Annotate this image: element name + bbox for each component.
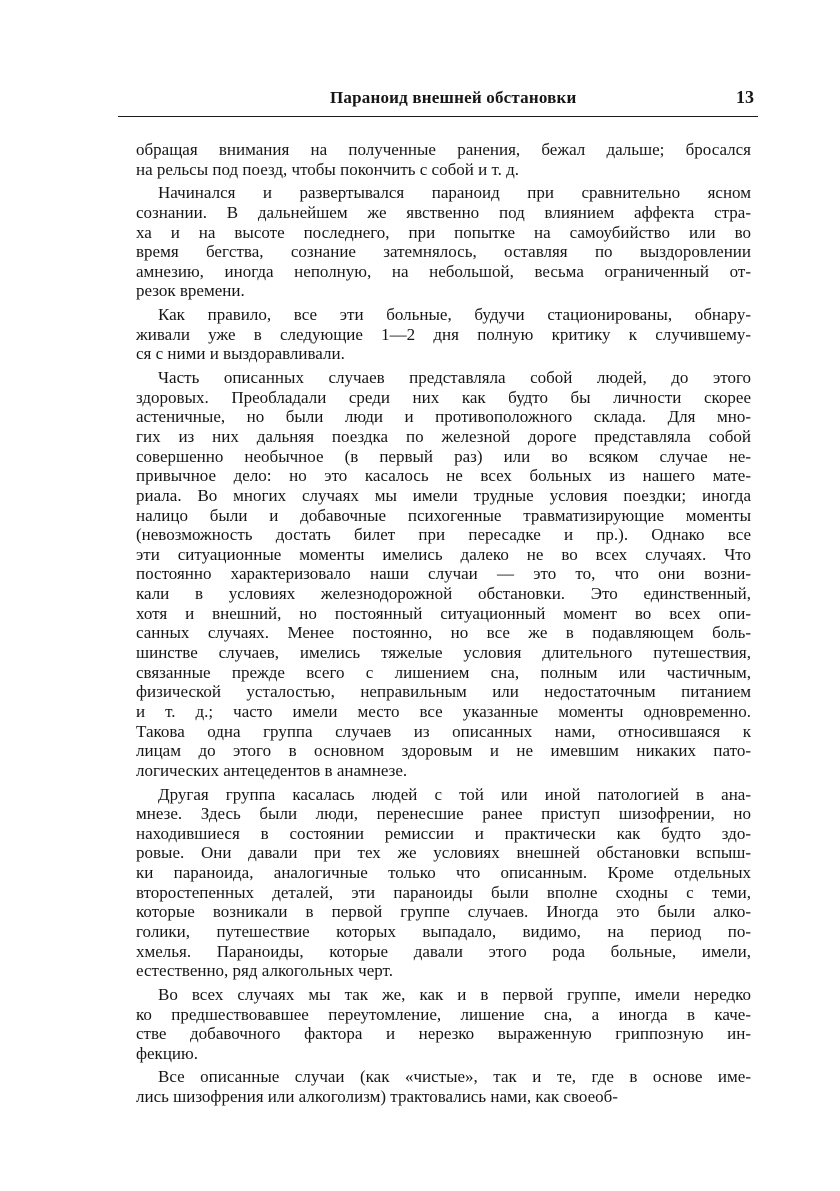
text-line: Во всех случаях мы так же, как и в первой группе, имели нередко xyxy=(158,984,751,1004)
text-line: ха и на высоте последнего, при попытке на самоубийство или во xyxy=(136,222,751,242)
text-line: постоянно характеризовало наши случаи — это то, что они возни- xyxy=(136,564,751,584)
text-line: хмелья. Параноиды, которые давали этого рода больные, имели, xyxy=(136,941,751,961)
text-line: Как правило, все эти больные, будучи стационированы, обнару- xyxy=(158,305,751,325)
paragraph xyxy=(136,785,751,981)
text-line: лицам до этого в основном здоровым и не имевшим никаких пато- xyxy=(136,741,751,761)
text-line: хотя и внешний, но постоянный ситуационный момент во всех опи- xyxy=(136,603,751,623)
text-line: налицо были и добавочные психогенные травматизирующие моменты xyxy=(136,505,751,525)
text-line: время бегства, сознание затемнялось, оставляя по выздоровлении xyxy=(136,242,751,262)
text-line: ся с ними и выздоравливали. xyxy=(136,344,345,364)
text-line: Другая группа касалась людей с той или иной патологией в ана- xyxy=(158,784,751,804)
paragraph xyxy=(136,183,751,301)
text-line: кали в условиях железнодорожной обстановки. Это единственный, xyxy=(136,584,751,604)
text-line: мнезе. Здесь были люди, перенесшие ранее приступ шизофрении, но xyxy=(136,804,751,824)
text-line: гих из них дальняя поездка по железной дороге представляла собой xyxy=(136,426,751,446)
text-line: стве добавочного фактора и нерезко выраженную гриппозную ин- xyxy=(136,1024,751,1044)
text-line: ровые. Они давали при тех же условиях внешней обстановки вспыш- xyxy=(136,843,751,863)
text-line: ко предшествовавшее переутомление, лишение сна, а иногда в каче- xyxy=(136,1004,751,1024)
text-line: которые возникали в первой группе случаев. Иногда это были алко- xyxy=(136,902,751,922)
text-line: (невозможность достать билет при пересадке и пр.). Однако все xyxy=(136,525,751,545)
text-line: находившиеся в состоянии ремиссии и практически как будто здо- xyxy=(136,823,751,843)
text-line: логических антецедентов в анамнезе. xyxy=(136,760,408,780)
text-line: фекцию. xyxy=(136,1043,198,1063)
text-line: сознании. В дальнейшем же явственно под влиянием аффекта стра- xyxy=(136,202,751,222)
text-line: и т. д.; часто имели место все указанные моменты одновременно. xyxy=(136,701,751,721)
text-line: связанные прежде всего с лишением сна, полным или частичным, xyxy=(136,662,751,682)
paragraph xyxy=(136,368,751,780)
text-line: совершенно необычное (в первый раз) или во всяком случае не- xyxy=(136,446,751,466)
text-line: резок времени. xyxy=(136,281,245,301)
paragraph xyxy=(136,985,751,1064)
text-line: лись шизофрения или алкоголизм) трактовались нами, как своеоб- xyxy=(136,1087,618,1107)
text-line: привычное дело: но это касалось не всех больных из нашего мате- xyxy=(136,466,751,486)
paragraph xyxy=(136,305,751,364)
text-line: обращая внимания на полученные ранения, бежал дальше; бросался xyxy=(136,140,751,159)
text-line: амнезию, иногда неполную, на небольшой, весьма ограниченный от- xyxy=(136,261,751,281)
text-line: эти ситуационные моменты имелись далеко не во всех случаях. Что xyxy=(136,544,751,564)
text-line: астеничные, но были люди и противоположного склада. Для мно- xyxy=(136,407,751,427)
text-line: шинстве случаев, имелись тяжелые условия длительного путешествия, xyxy=(136,643,751,663)
text-line: Все описанные случаи (как «чистые», так и те, где в основе име- xyxy=(158,1067,751,1087)
text-line: ки параноида, аналогичные только что описанным. Кроме отдельных xyxy=(136,863,751,883)
paragraph xyxy=(136,1067,751,1106)
running-header xyxy=(118,86,758,117)
page-number: 13 xyxy=(736,87,754,107)
text-line: Начинался и развертывался параноид при сравнительно ясном xyxy=(158,183,751,203)
body-text xyxy=(136,140,751,1111)
text-line: Часть описанных случаев представляла собой людей, до этого xyxy=(158,368,751,388)
running-title: Параноид внешней обстановки xyxy=(330,88,577,107)
text-line: голики, путешествие которых выпадало, видимо, на период по- xyxy=(136,921,751,941)
text-line: живали уже в следующие 1—2 дня полную критику к случившему- xyxy=(136,324,751,344)
text-line: второстепенных деталей, эти параноиды были вполне сходны с теми, xyxy=(136,882,751,902)
text-line: естественно, ряд алкогольных черт. xyxy=(136,961,393,981)
paragraph xyxy=(136,140,751,179)
text-line: Такова одна группа случаев из описанных нами, относившаяся к xyxy=(136,721,751,741)
text-line: на рельсы под поезд, чтобы покончить с собой и т. д. xyxy=(136,159,519,179)
text-line: риала. Во многих случаях мы имели трудные условия поездки; иногда xyxy=(136,485,751,505)
text-line: здоровых. Преобладали среди них как будто бы личности скорее xyxy=(136,387,751,407)
text-line: санных случаях. Менее постоянно, но все же в подавляющем боль- xyxy=(136,623,751,643)
text-line: физической усталостью, неправильным или недостаточным питанием xyxy=(136,682,751,702)
